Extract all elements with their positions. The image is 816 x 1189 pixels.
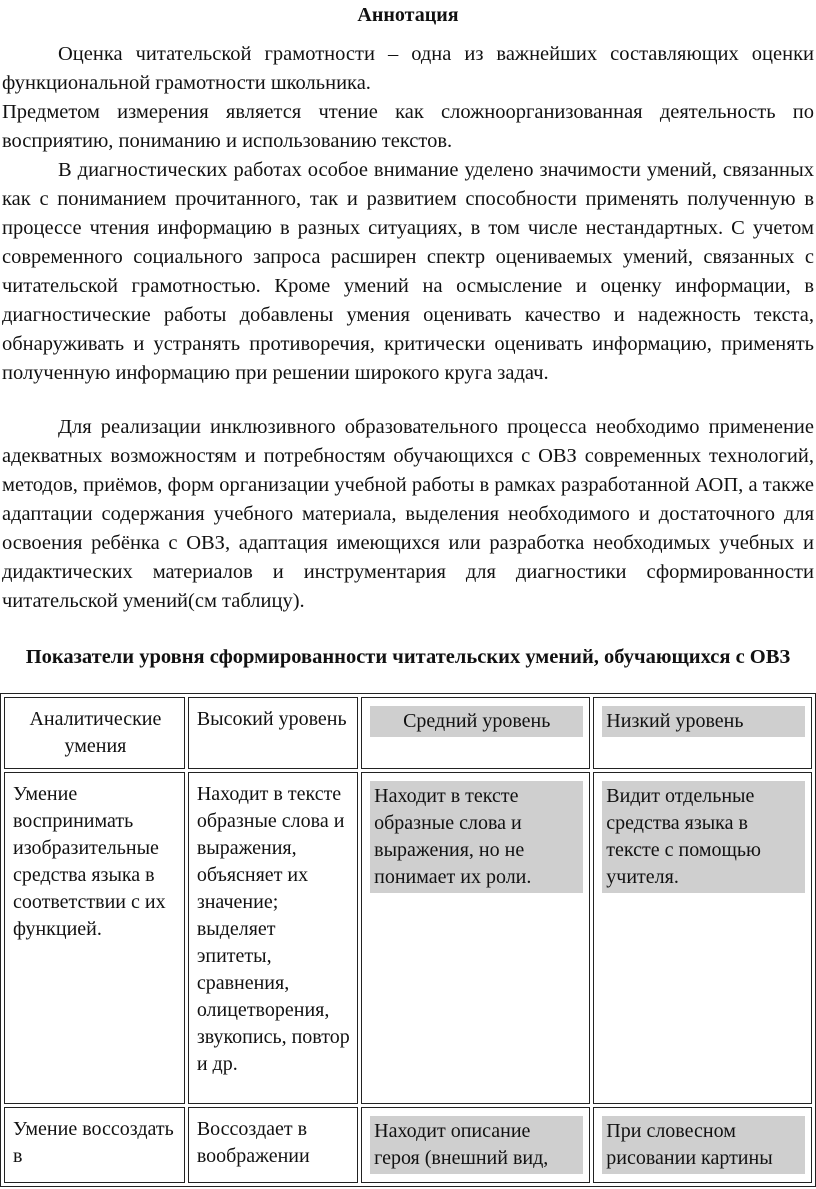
cell-text: При словесном рисовании картины xyxy=(606,1120,773,1169)
row1-low xyxy=(593,772,812,1104)
table-header-row xyxy=(4,697,812,769)
cell-text: Умение воссоздать в xyxy=(13,1118,174,1167)
table-title: Показатели уровня сформированности читательских умений, обучающихся с ОВЗ xyxy=(25,646,791,668)
header-skills-text: Аналитические умения xyxy=(29,708,162,757)
document-title: Аннотация xyxy=(357,4,459,26)
header-low-text: Низкий уровень xyxy=(606,710,744,732)
cell-text: Находит в тексте образные слова и выражения, но не понимает их роли. xyxy=(374,785,532,888)
row1-high xyxy=(188,772,358,1104)
header-high xyxy=(188,697,358,769)
row1-skill xyxy=(4,772,185,1104)
cell-text: Видит отдельные средства языка в тексте с помощью учителя. xyxy=(606,785,761,888)
row1-medium xyxy=(361,772,590,1104)
cell-text: Умение воспринимать изобразительные средства языка в соответствии с их функцией. xyxy=(13,783,166,940)
header-skills xyxy=(4,697,185,769)
table-row xyxy=(4,1107,812,1183)
cell-text: Находит в тексте образные слова и выражения, объясняет их значение; выделяет эпитеты, сравнения, олицетворения, звукопись, повтор и др. xyxy=(196,783,350,1075)
header-medium xyxy=(361,697,590,769)
paragraph-4: Для реализации инклюзивного образовательного процесса необходимо применение адекватных возможностям и потребностям обучающихся с ОВЗ современных технологий, методов, приёмов, форм организации учебной работы в рамках разработанной АОП, а также адаптации содержания учебного материала, выделения необходимого и достаточного для освоения ребёнка с ОВЗ, адаптация имеющихся или разработка необходимых учебных и дидактических материалов и инструментария для диагностики сформированности читательской умений(см таблицу). xyxy=(2,416,814,612)
row2-high xyxy=(188,1107,358,1183)
row2-skill xyxy=(4,1107,185,1183)
header-high-text: Высокий уровень xyxy=(196,708,347,730)
row2-medium xyxy=(361,1107,590,1183)
header-medium-text: Средний уровень xyxy=(403,710,551,732)
cell-text: Воссоздает в воображении xyxy=(196,1118,310,1167)
cell-text: Находит описание героя (внешний вид, xyxy=(374,1120,549,1169)
paragraph-2: Предметом измерения является чтение как сложноорганизованная деятельность по восприятию, пониманию и использованию текстов. xyxy=(2,101,814,152)
row2-low xyxy=(593,1107,812,1183)
header-low xyxy=(593,697,812,769)
table-row xyxy=(4,772,812,1104)
paragraph-1: Оценка читательской грамотности – одна из важнейших составляющих оценки функциональной грамотности школьника. xyxy=(2,43,814,94)
skills-table xyxy=(0,693,816,1187)
paragraph-3: В диагностических работах особое внимание уделено значимости умений, связанных как с пониманием прочитанного, так и развитием способности применять полученную в процессе чтения информацию в разных ситуациях, в том числе нестандартных. С учетом современного социального запроса расширен спектр оцениваемых умений, связанных с читательской грамотностью. Кроме умений на осмысление и оценку информации, в диагностические работы добавлены умения оценивать качество и надежность текста, обнаруживать и устранять противоречия, критически оценивать информацию, применять полученную информацию при решении широкого круга задач. xyxy=(2,159,814,384)
